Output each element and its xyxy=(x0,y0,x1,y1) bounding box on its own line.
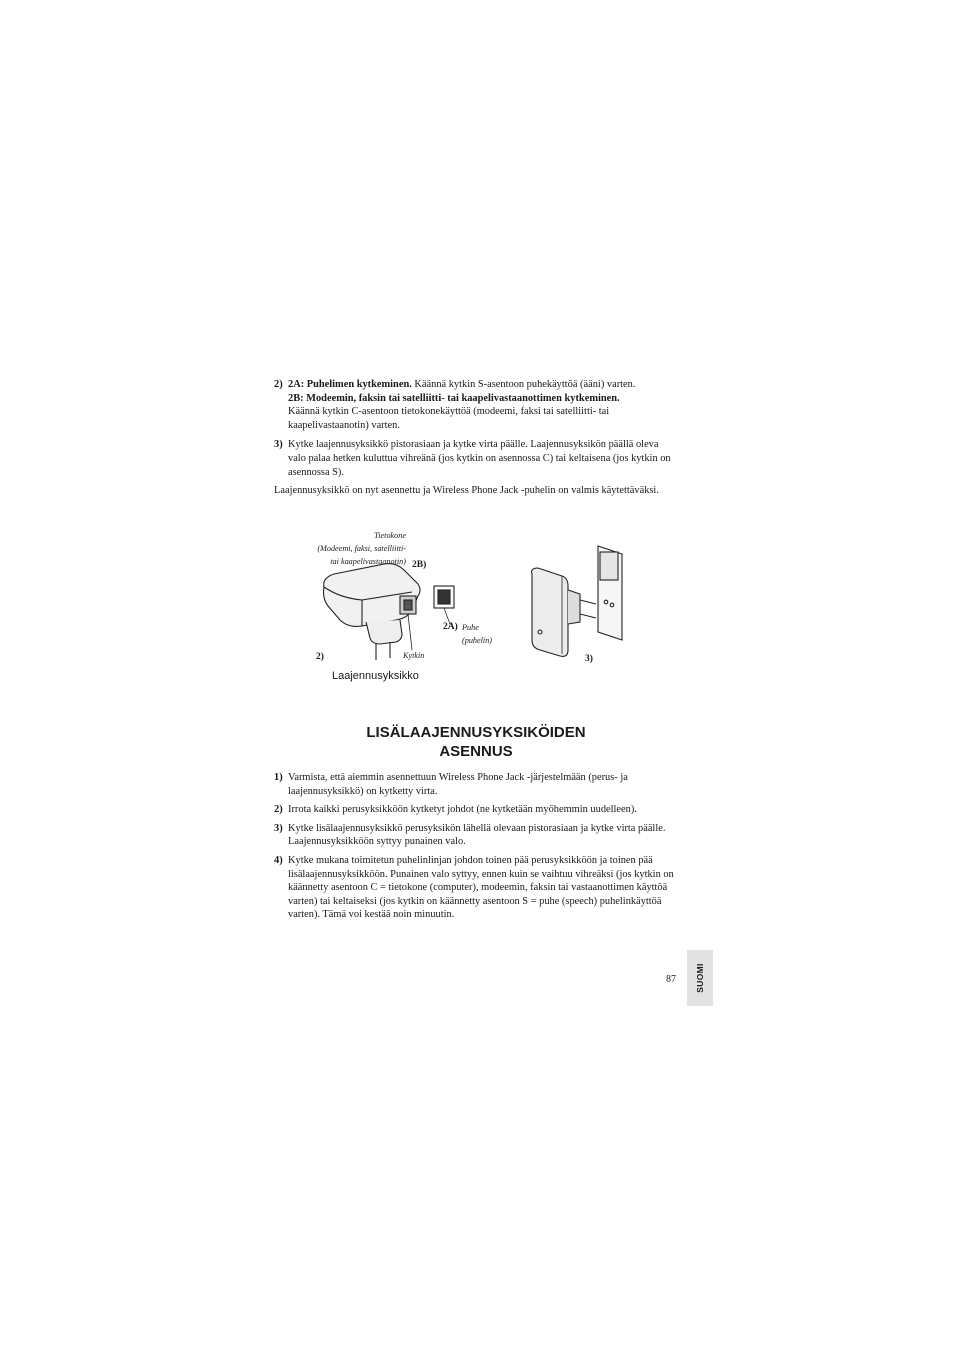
label-2a: 2A) xyxy=(443,622,458,632)
step-2-instruction xyxy=(274,378,678,432)
step-3-instruction xyxy=(274,438,678,479)
steps-list xyxy=(274,771,678,922)
language-tab-label: SUOMI xyxy=(695,963,705,993)
label-2b: 2B) xyxy=(412,560,427,570)
step-number: 3) xyxy=(274,822,283,834)
list-item xyxy=(274,854,678,922)
page-number: 87 xyxy=(666,974,676,985)
label-2: 2) xyxy=(316,652,324,662)
plug-body xyxy=(366,620,402,644)
kytkin-pointer xyxy=(408,614,412,650)
installation-illustration xyxy=(300,540,640,670)
step-text: Kytke lisälaajennusyksikkö perusyksikön lähellä olevaan pistorasiaan ja kytke virta päälle. Laajennusyksikköön syttyy punainen valo. xyxy=(288,822,666,848)
list-item xyxy=(274,771,678,798)
step-2b-text: 2B: Modeemin, faksin tai satelliitti- tai kaapelivastaanottimen kytkeminen. Käännä kytkin C-asentoon tietokonekäyttöä (modeemi, faksi tai satelliitti- tai kaapelivastaanotin) varten. xyxy=(288,392,620,431)
closing-paragraph: Laajennusyksikkö on nyt asennettu ja Wireless Phone Jack -puhelin on valmis käytettäväksi. xyxy=(274,485,659,497)
step-number: 3) xyxy=(274,439,283,451)
step-3-text: Kytke laajennusyksikkö pistorasiaan ja kytke virta päälle. Laajennusyksikön päällä oleva valo palaa hetken kuluttua vihreänä (jos kytkin on asennossa C) tai keltaisena (jos kytkin on asennossa S). xyxy=(288,439,671,478)
step-number: 2) xyxy=(274,379,283,390)
device-label: Laajennusyksikko xyxy=(332,670,419,682)
step-2b-label: 2B: Modeemin, faksin tai satelliitti- tai kaapelivastaanottimen kytkeminen. xyxy=(288,392,620,404)
figure-caption-computer: Tietokone (Modeemi, faksi, satelliitti- tai kaapelivastaanotin) xyxy=(317,531,406,566)
section-heading: LISÄLAAJENNUSYKSIKÖIDEN ASENNUS xyxy=(366,724,586,760)
step-text: Varmista, että aiemmin asennettuun Wireless Phone Jack -järjestelmään (perus- ja laajennusyksikkö) on kytketty virta. xyxy=(288,772,628,797)
label-3: 3) xyxy=(585,654,593,664)
step-number: 2) xyxy=(274,804,283,816)
step-number: 1) xyxy=(274,772,283,783)
step-2a-text: 2A: Puhelimen kytkeminen. Käännä kytkin S-asentoon puhekäyttöä (ääni) varten. xyxy=(288,379,636,390)
caption-kytkin: Kytkin xyxy=(403,651,425,660)
list-item xyxy=(274,822,678,849)
language-tab xyxy=(687,950,713,1006)
list-item xyxy=(274,803,678,817)
caption-puhe: Puhe (puhelin) xyxy=(462,623,493,645)
top-instructions xyxy=(274,378,678,498)
step-text: Irrota kaikki perusyksikköön kytketyt johdot (ne kytketään myöhemmin uudelleen). xyxy=(288,804,637,816)
plugged-extension-unit xyxy=(532,568,568,656)
step-number: 4) xyxy=(274,854,283,866)
step-text: Kytke mukana toimitetun puhelinlinjan johdon toinen pää perusyksikköön ja toinen pää lisälaajennusyksikköön. Punainen valo syttyy, ennen kuin se vaihtuu vihreäksi (jos kytkin on käännetty asentoon C = tietokone (computer), modeemin, faksin tai vastaanottimen käyttöä varten) tai keltaiseksi (jos kytkin on käännetty asentoon S = puhe (speech) puhelinkäyttöä varten). Tämä voi kestää noin minuutin. xyxy=(288,854,674,921)
step-2a-label: 2A: Puhelimen kytkeminen. xyxy=(288,379,412,390)
